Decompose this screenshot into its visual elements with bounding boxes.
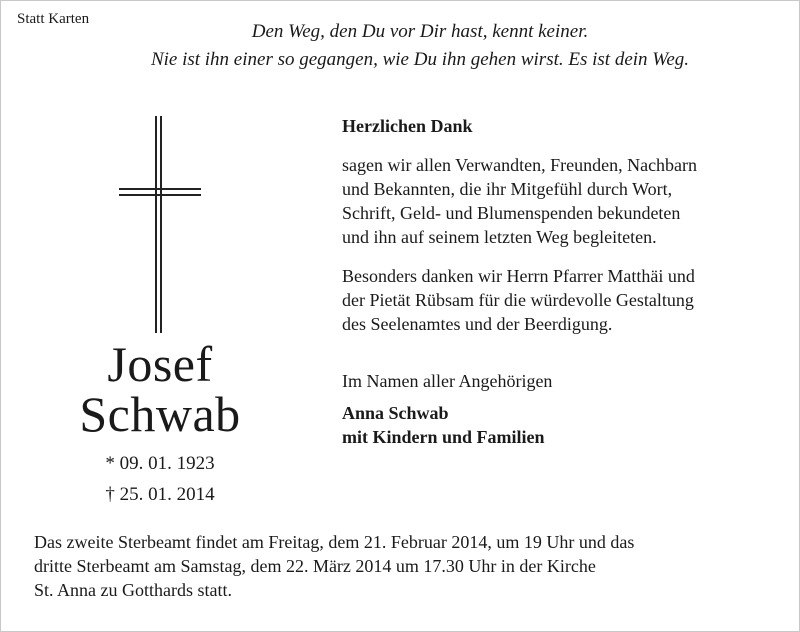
life-dates — [40, 448, 280, 510]
signature-name: Anna Schwab — [342, 403, 449, 423]
statt-karten-label: Statt Karten — [17, 11, 90, 27]
text-line: der Pietät Rübsam für die würdevolle Gestaltung — [342, 290, 694, 310]
motto-line-1: Den Weg, den Du vor Dir hast, kennt keiner. — [251, 21, 589, 42]
motto-line-2: Nie ist ihn einer so gegangen, wie Du ihn gehen wirst. Es ist dein Weg. — [150, 49, 690, 70]
thanks-paragraph-2 — [342, 264, 778, 336]
text-line: dritte Sterbeamt am Samstag, dem 22. März 2014 um 17.30 Uhr in der Kirche — [34, 556, 596, 576]
thanks-heading: Herzlichen Dank — [342, 116, 473, 136]
signature-block — [342, 369, 778, 449]
deceased-last-name: Schwab — [79, 386, 241, 442]
text-line: des Seelenamtes und der Beerdigung. — [342, 314, 613, 334]
sterbeamt-announcement — [34, 530, 776, 602]
signature-family: mit Kindern und Familien — [342, 427, 545, 447]
motto-verse — [40, 18, 800, 74]
text-line: und ihn auf seinem letzten Weg begleiteten. — [342, 227, 657, 247]
thanks-section — [342, 114, 778, 449]
text-line: Besonders danken wir Herrn Pfarrer Matthäi und — [342, 266, 695, 286]
text-line: und Bekannten, die ihr Mitgefühl durch Wort, — [342, 179, 673, 199]
text-line: Das zweite Sterbeamt findet am Freitag, dem 21. Februar 2014, um 19 Uhr und das — [34, 532, 635, 552]
death-date: † 25. 01. 2014 — [105, 484, 215, 505]
deceased-first-name: Josef — [107, 336, 213, 392]
signature-intro: Im Namen aller Angehörigen — [342, 371, 553, 391]
text-line: St. Anna zu Gotthards statt. — [34, 580, 232, 600]
text-line: Schrift, Geld- und Blumenspenden bekundeten — [342, 203, 681, 223]
text-line: sagen wir allen Verwandten, Freunden, Nachbarn — [342, 155, 698, 175]
birth-date: * 09. 01. 1923 — [105, 453, 215, 474]
thanks-paragraph-1 — [342, 153, 778, 249]
